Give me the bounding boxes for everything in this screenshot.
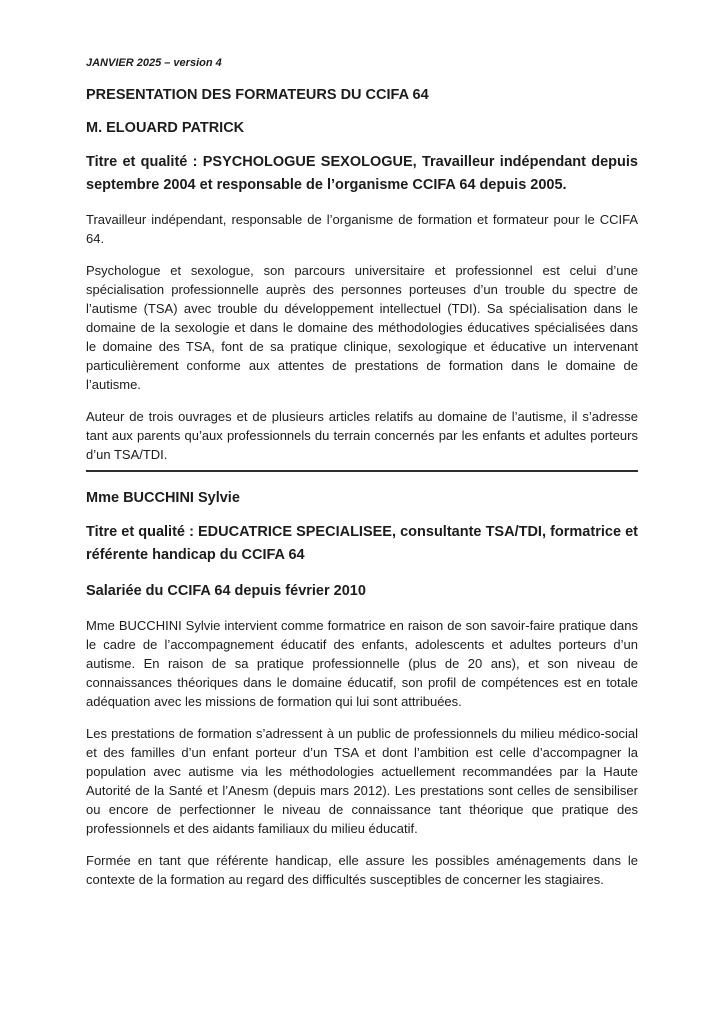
paragraph-elouard-auteur: Auteur de trois ouvrages et de plusieurs articles relatifs au domaine de l’autisme, il s’adresse tant aux parents qu’aux professionnels du terrain concernés par les enfants et adultes porteurs d’un TSA/TDI. (86, 409, 638, 462)
formateur-section-elouard (86, 118, 638, 472)
paragraph-bucchini-referente: Formée en tant que référente handicap, elle assure les possibles aménagements dans le contexte de la formation au regard des difficultés susceptibles de concerner les stagiaires. (86, 853, 638, 887)
formateur-titre-elouard: Titre et qualité : PSYCHOLOGUE SEXOLOGUE, Travailleur indépendant depuis septembre 2004 et responsable de l’organisme CCIFA 64 depuis 2005. (86, 154, 638, 193)
formateur-section-bucchini (86, 488, 638, 889)
formateur-name-elouard: M. ELOUARD PATRICK (86, 120, 245, 136)
version-line: JANVIER 2025 – version 4 (86, 57, 222, 69)
paragraph-bucchini-experience: Mme BUCCHINI Sylvie intervient comme formatrice en raison de son savoir-faire pratique dans le cadre de l’accompagnement éducatif des enfants, adolescents et adultes porteurs d’un autisme. En raison de sa pratique professionnelle (plus de 20 ans), et son niveau de connaissances théoriques dans le domaine éducatif, son profil de compétences est en totale adéquation avec les missions de formation qui lui sont attribuées. (86, 618, 638, 709)
paragraph-elouard-role: Travailleur indépendant, responsable de l’organisme de formation et formateur pour le CCIFA 64. (86, 212, 638, 246)
paragraph-bucchini-prestations: Les prestations de formation s’adressent à un public de professionnels du milieu médico-social et des familles d’un enfant porteur d’un TSA et dont l’ambition est celle d’accompagner la population avec autisme via les méthodologies actuellement recommandées par la Haute Autorité de la Santé et l’Anesm (depuis mars 2012). Les prestations sont celles de sensibiliser ou encore de perfectionner le niveau de connaissance tant théorique que pratique des professionnels et des aidants familiaux du milieu éducatif. (86, 726, 638, 836)
formateur-titre-bucchini: Titre et qualité : EDUCATRICE SPECIALISEE, consultante TSA/TDI, formatrice et référente handicap du CCIFA 64 (86, 524, 638, 563)
formateur-employment-bucchini: Salariée du CCIFA 64 depuis février 2010 (86, 583, 366, 599)
paragraph-elouard-parcours: Psychologue et sexologue, son parcours universitaire et professionnel est celui d’une spécialisation professionnelle auprès des personnes porteuses d’un trouble du spectre de l’autisme (TSA) avec trouble du développement intellectuel (TDI). Sa spécialisation dans le domaine de la sexologie et dans le domaine des méthodologies éducatives spécialisées dans le domaine des TSA, font de sa pratique clinique, sexologique et éducative un intervenant particulièrement conforme aux attentes de prestations de formation dans le domaine de l’autisme. (86, 263, 638, 392)
document-title: PRESENTATION DES FORMATEURS DU CCIFA 64 (86, 87, 429, 103)
formateur-name-bucchini: Mme BUCCHINI Sylvie (86, 490, 240, 506)
